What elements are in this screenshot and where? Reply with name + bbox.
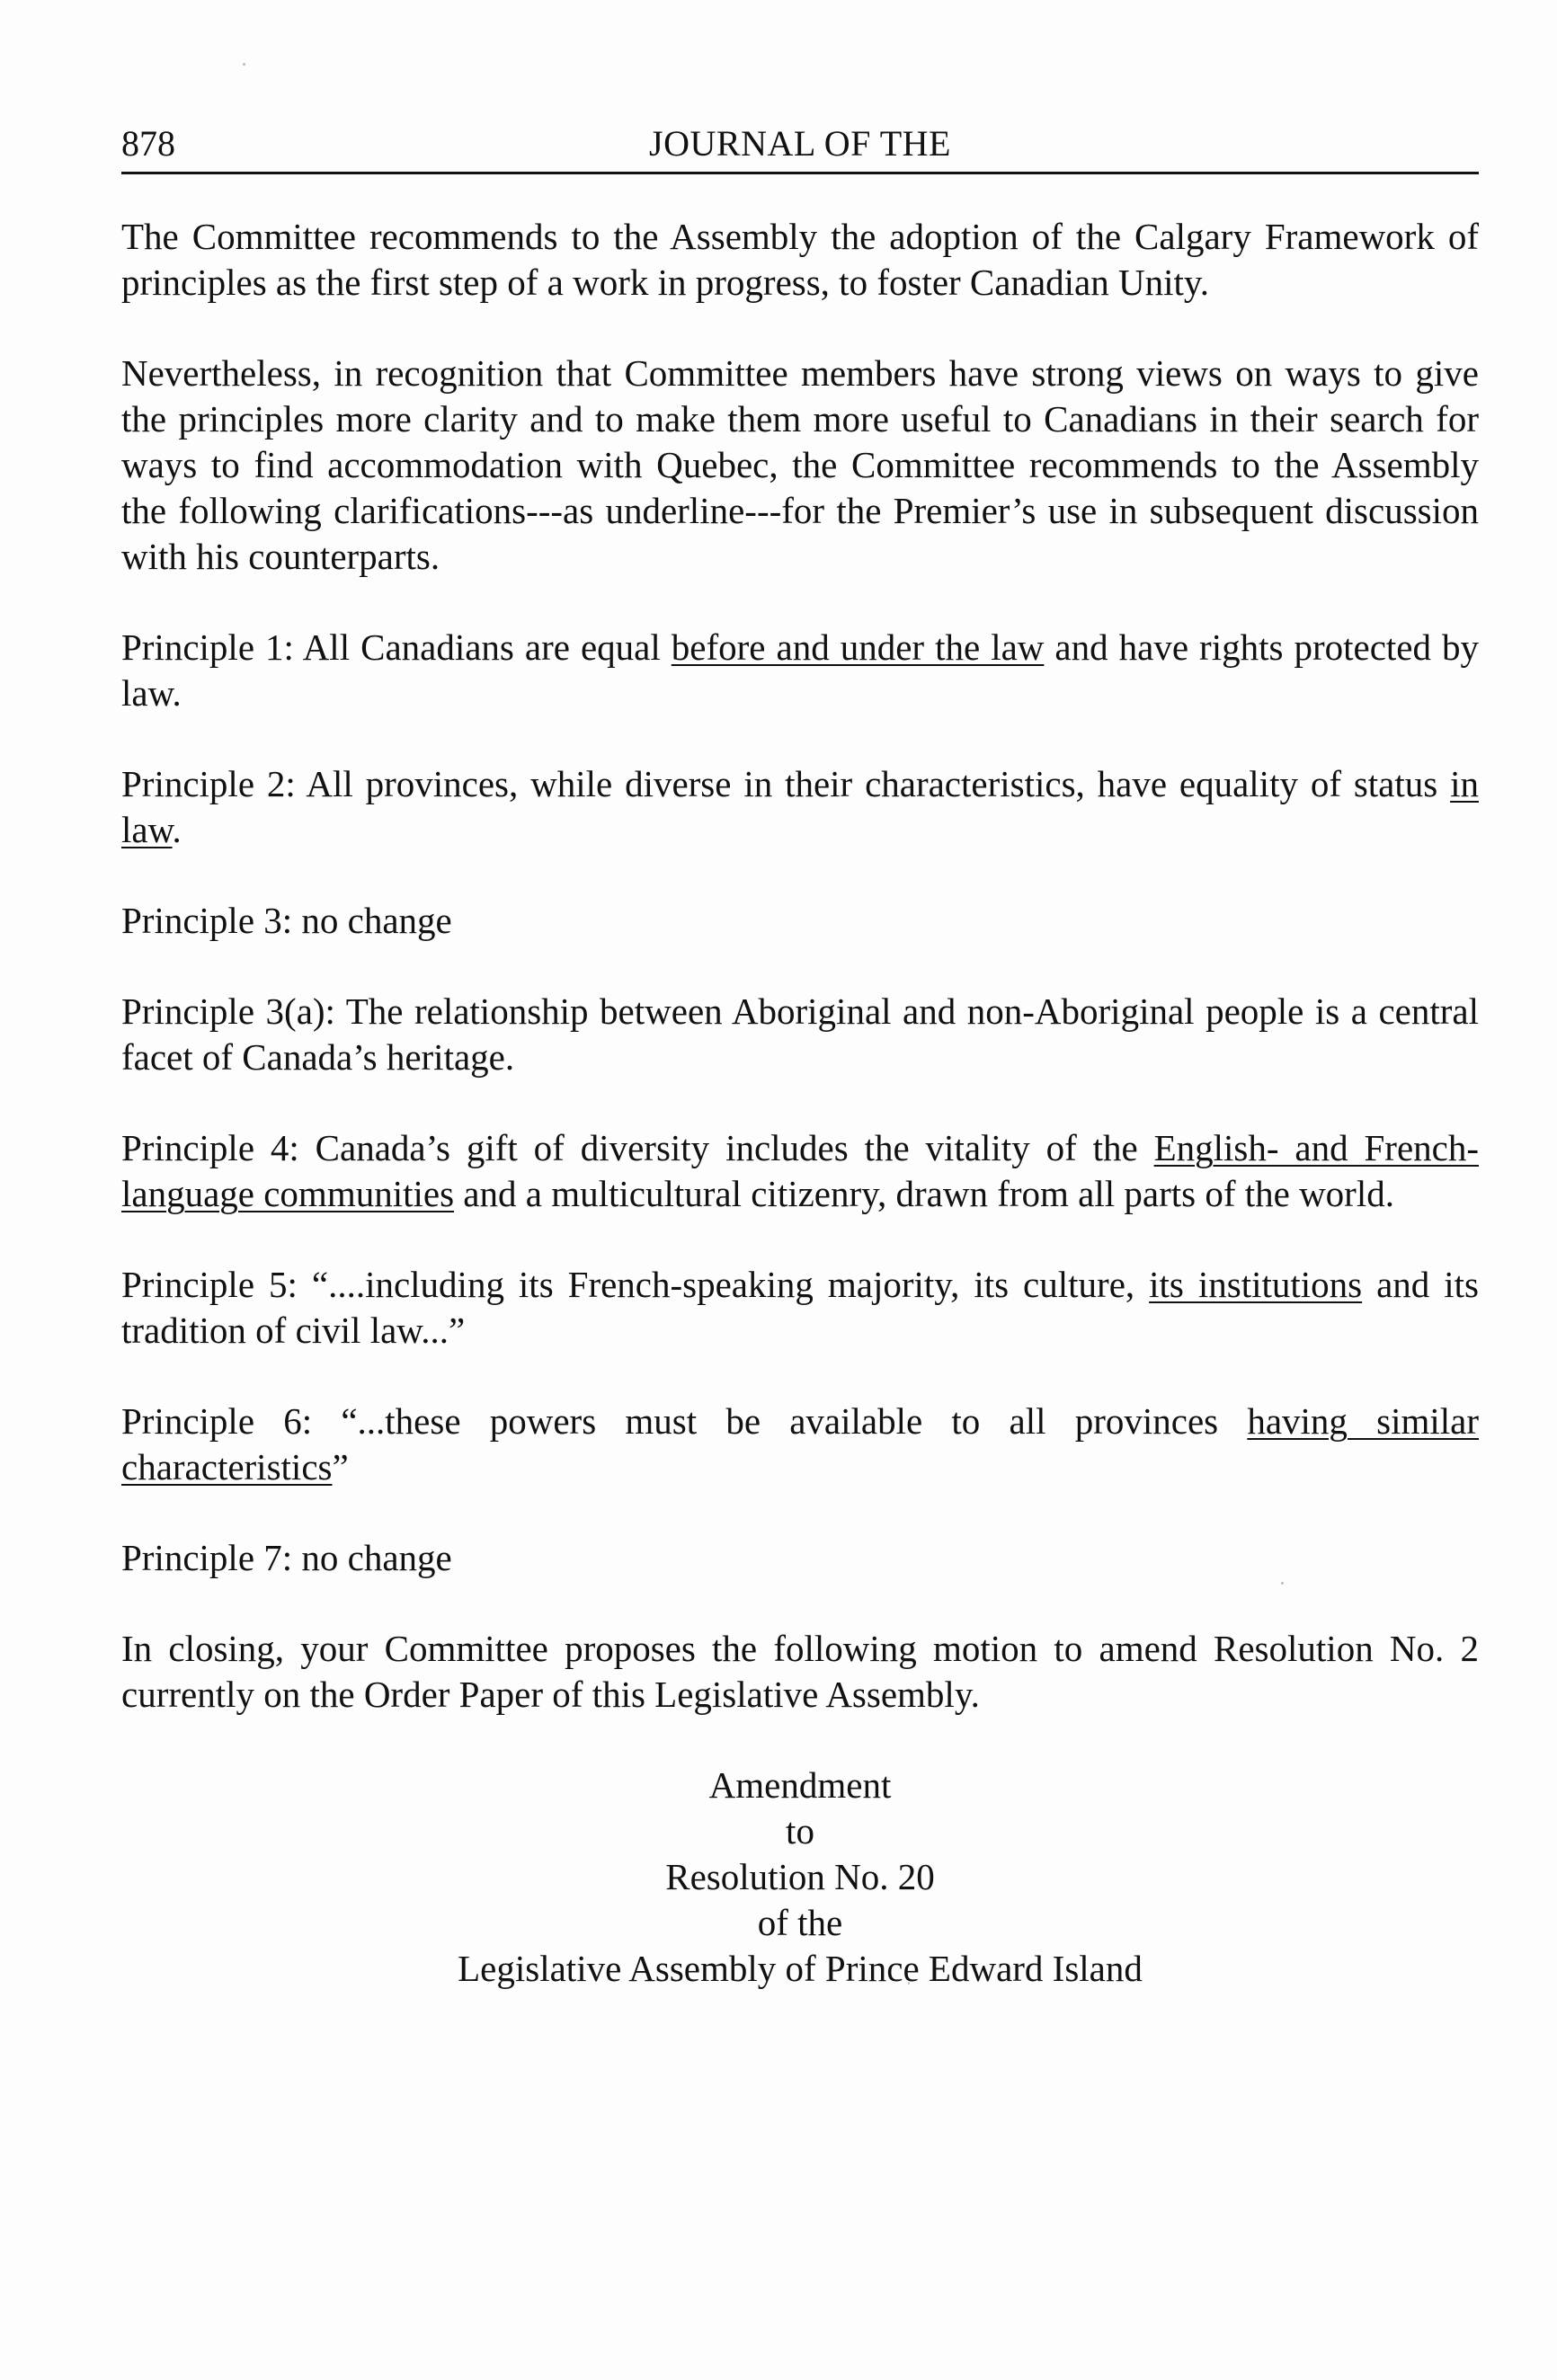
principle-1-tail: and have rights protected by law. <box>121 626 1479 714</box>
principle-6-tail: ” <box>332 1446 349 1488</box>
clarifications-paragraph: Nevertheless, in recognition that Committee members have strong views on ways to give the principles more clarity and to make them more useful to Canadians in their search for ways to find accommodation with Quebec, the Committee recommends to the Assembly the following clarifications---as underline---for the Premier’s use in subsequent discussion with his counterparts. <box>121 352 1479 577</box>
principle-2-tail: . <box>172 809 182 850</box>
running-head: JOURNAL OF THE <box>649 123 951 164</box>
principle-3a: Principle 3(a): The relationship between Aboriginal and non-Aboriginal people is a central facet of Canada’s heritage. <box>121 990 1479 1078</box>
page-body <box>121 214 1479 1992</box>
principle-5-text: Principle 5: “....including its French-speaking majority, its culture, <box>121 1264 1150 1305</box>
amendment-line: Legislative Assembly of Prince Edward Island <box>458 1948 1143 1989</box>
amendment-line: Resolution No. 20 <box>665 1856 935 1897</box>
amendment-line: of the <box>757 1902 843 1943</box>
amendment-line: to <box>786 1810 814 1852</box>
principle-4 <box>121 1125 1479 1217</box>
principle-4-text: Principle 4: Canada’s gift of diversity includes the vitality of the <box>121 1127 1154 1168</box>
principle-4-underlined: English- and French-language communities <box>121 1127 1479 1214</box>
scan-speck <box>243 63 245 66</box>
principle-7: Principle 7: no change <box>121 1537 452 1578</box>
page-header <box>121 121 1479 174</box>
principle-2-underlined: in law <box>121 763 1479 850</box>
closing-paragraph: In closing, your Committee proposes the following motion to amend Resolution No. 2 currently on the Order Paper of this Legislative Assembly. <box>121 1628 1479 1715</box>
principle-1-underlined: before and under the law <box>671 626 1045 668</box>
amendment-heading <box>121 1763 1479 1992</box>
committee-recommendation-paragraph: The Committee recommends to the Assembly the adoption of the Calgary Framework of principles as the first step of a work in progress, to foster Canadian Unity. <box>121 216 1479 303</box>
principle-5-underlined: its institutions <box>1149 1264 1363 1305</box>
principle-1 <box>121 625 1479 716</box>
principle-6-text: Principle 6: “...these powers must be available to all provinces <box>121 1400 1248 1442</box>
principle-3: Principle 3: no change <box>121 900 452 941</box>
principle-6-underlined: having similar characteristics <box>121 1400 1480 1488</box>
principle-4-tail: and a multicultural citizenry, drawn from all parts of the world. <box>454 1173 1394 1214</box>
principle-1-text: Principle 1: All Canadians are equal <box>121 626 672 668</box>
page-number: 878 <box>121 123 175 164</box>
principle-5 <box>121 1262 1479 1354</box>
principle-6 <box>121 1399 1479 1490</box>
principle-2 <box>121 761 1479 853</box>
amendment-line: Amendment <box>708 1764 892 1806</box>
principle-2-text: Principle 2: All provinces, while diverse in their characteristics, have equality of status <box>121 763 1451 804</box>
principle-5-tail: and its tradition of civil law...” <box>121 1264 1480 1351</box>
